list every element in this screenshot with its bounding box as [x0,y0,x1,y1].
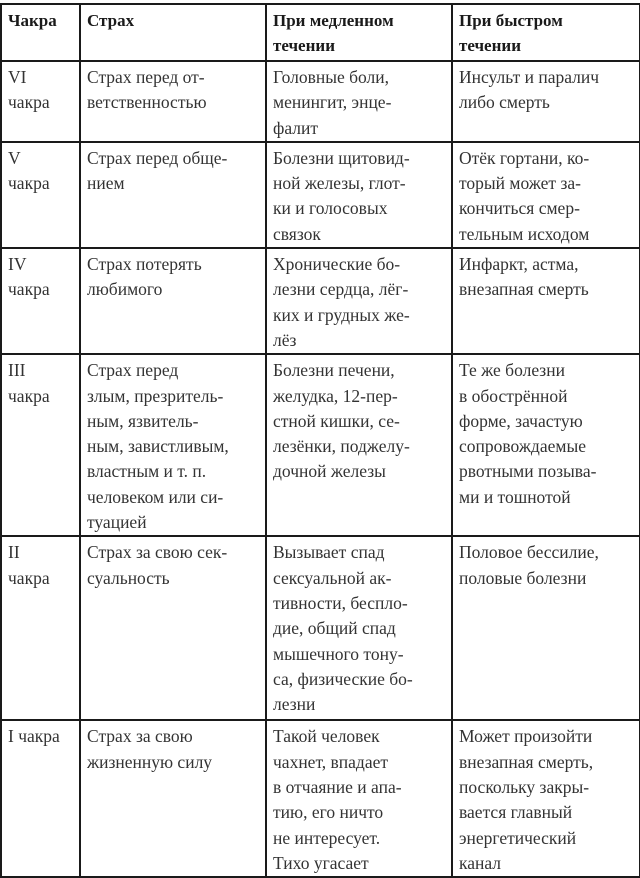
header-chakra: Чакра [1,4,80,61]
cell-fast-course: Инфаркт, астма, внезапная смерть [452,248,640,354]
table-row [1,720,640,877]
cell-fear: Страх перед злым, презритель- ным, язвитель- ным, завистливым, властным и т. п. человеком или си- туацией [80,354,266,536]
cell-chakra: VI чакра [1,61,80,142]
table-header-row [1,4,640,61]
cell-fast-course: Те же болезни в обострённой форме, зачастую сопровождаемые рвотными позыва- ми и тошнотой [452,354,640,536]
cell-slow-course: Хронические бо- лезни сердца, лёг- ких и грудных же- лёз [266,248,452,354]
header-fast-course: При быстром течении [452,4,640,61]
cell-fast-course: Половое бессилие, половые болезни [452,536,640,720]
cell-fear: Страх перед обще- нием [80,142,266,248]
cell-chakra: II чакра [1,536,80,720]
header-fear: Страх [80,4,266,61]
cell-fast-course: Отёк гортани, ко- торый может за- кончиться смер- тельным исходом [452,142,640,248]
cell-chakra: I чакра [1,720,80,877]
cell-slow-course: Головные боли, менингит, энце- фалит [266,61,452,142]
cell-fear: Страх перед от- ветственностью [80,61,266,142]
cell-fear: Страх потерять любимого [80,248,266,354]
chakra-fear-table [0,3,640,878]
table-row [1,61,640,142]
table-row [1,354,640,536]
table-row [1,536,640,720]
cell-slow-course: Болезни печени, желудка, 12-пер- стной кишки, се- лезёнки, поджелу- дочной железы [266,354,452,536]
cell-fast-course: Может произойти внезапная смерть, поскольку закры- вается главный энергетический канал [452,720,640,877]
cell-chakra: IV чакра [1,248,80,354]
cell-chakra: V чакра [1,142,80,248]
cell-fear: Страх за свою сек- суальность [80,536,266,720]
cell-slow-course: Такой человек чахнет, впадает в отчаяние и апа- тию, его ничто не интересует. Тихо угасает [266,720,452,877]
table-row [1,142,640,248]
table-row [1,248,640,354]
cell-chakra: III чакра [1,354,80,536]
cell-slow-course: Болезни щитовид- ной железы, глот- ки и голосовых связок [266,142,452,248]
cell-fast-course: Инсульт и паралич либо смерть [452,61,640,142]
cell-fear: Страх за свою жизненную силу [80,720,266,877]
cell-slow-course: Вызывает спад сексуальной ак- тивности, беспло- дие, общий спад мышечного тону- са, физические бо- лезни [266,536,452,720]
header-slow-course: При медленном течении [266,4,452,61]
